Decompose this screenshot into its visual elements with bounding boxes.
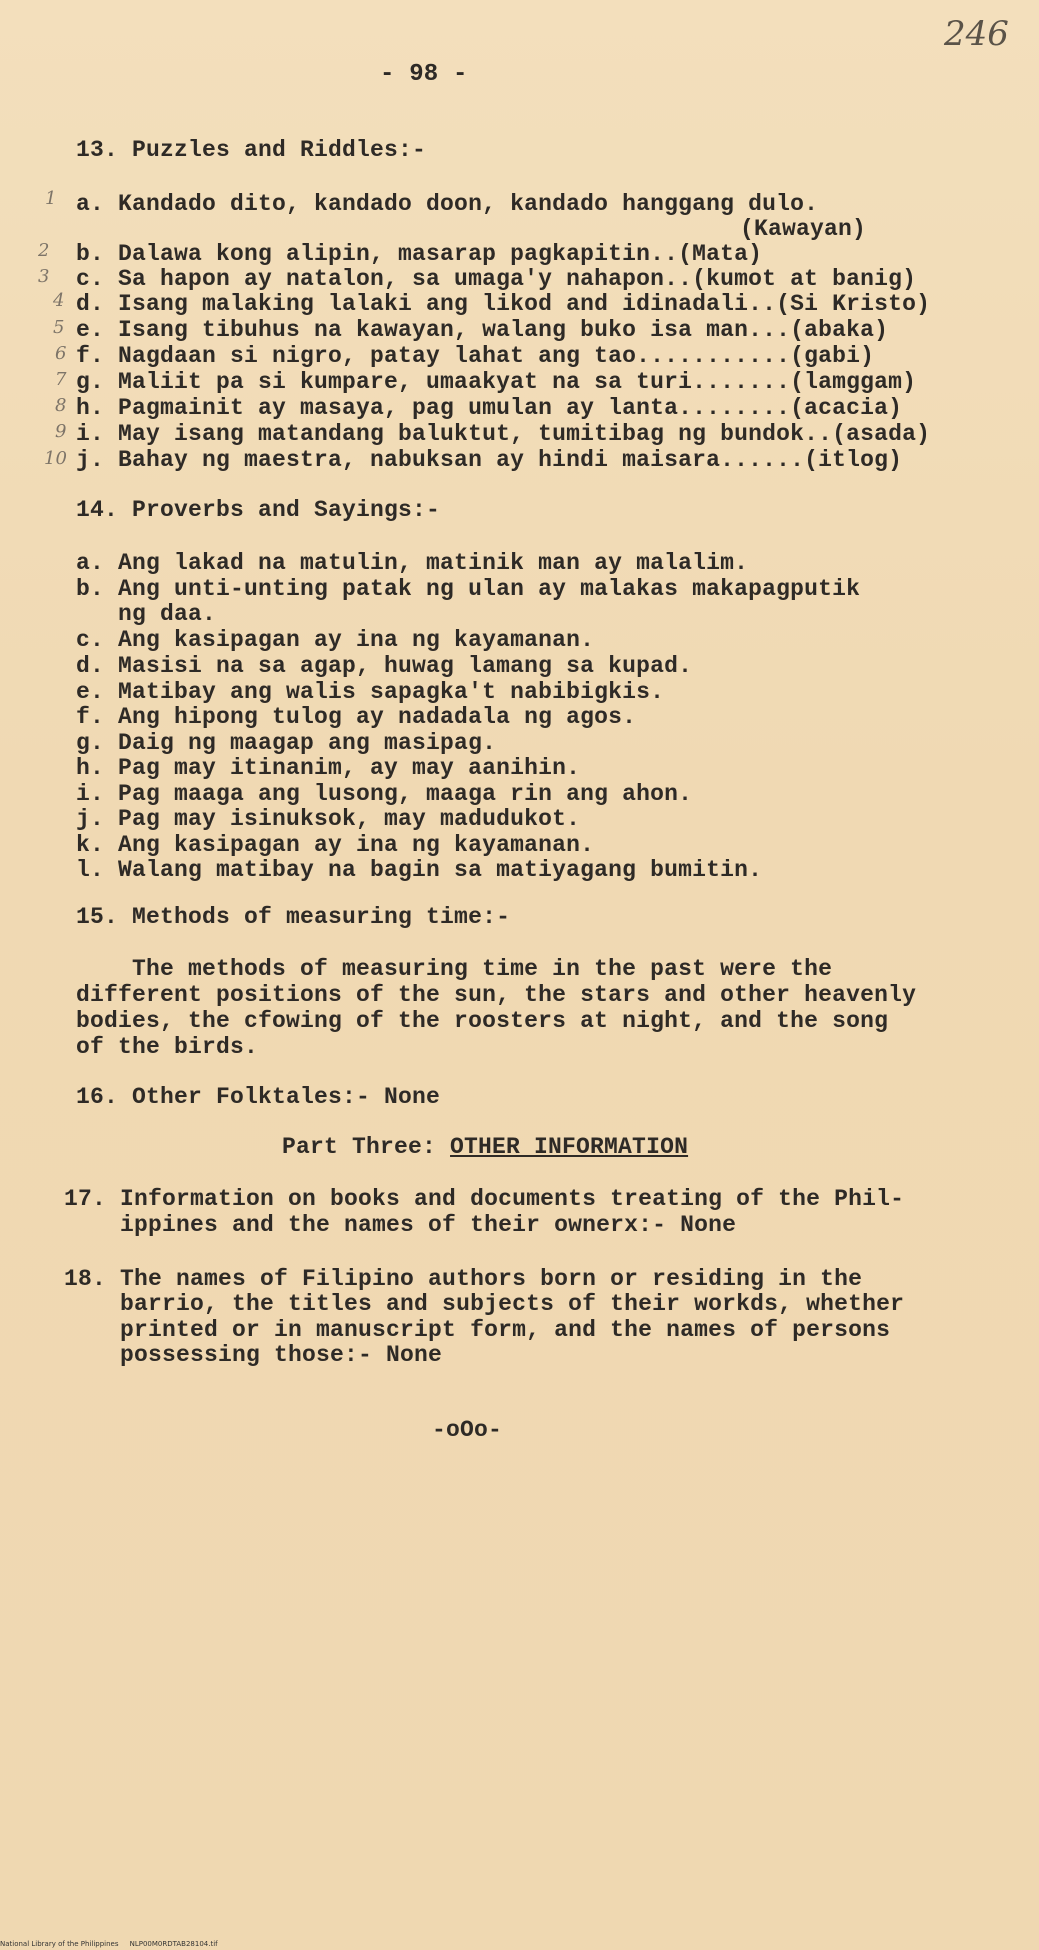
margin-mark-4: 4: [53, 290, 65, 311]
proverb-i: i. Pag maaga ang lusong, maaga rin ang ahon.: [76, 781, 693, 807]
riddle-b: b. Dalawa kong alipin, masarap pagkapitin..(Mata): [76, 241, 763, 267]
margin-mark-7: 7: [55, 369, 67, 390]
margin-mark-8: 8: [55, 395, 67, 416]
riddle-c: c. Sa hapon ay natalon, sa umaga'y nahapon..(kumot at banig): [76, 266, 917, 292]
section-15-para-line-1: The methods of measuring time in the past were the: [76, 956, 833, 982]
part-three-title: OTHER INFORMATION: [450, 1134, 689, 1160]
section-17-line-2: ippines and the names of their ownerx:- None: [64, 1212, 737, 1238]
riddle-g: g. Maliit pa si kumpare, umaakyat na sa turi.......(lamggam): [76, 369, 917, 395]
section-15-heading: 15. Methods of measuring time:-: [76, 904, 511, 930]
riddle-a-answer: (Kawayan): [740, 216, 867, 242]
riddle-d: d. Isang malaking lalaki ang likod and idinadali..(Si Kristo): [76, 291, 931, 317]
proverb-f: f. Ang hipong tulog ay nadadala ng agos.: [76, 704, 637, 730]
margin-mark-3: 3: [38, 266, 50, 287]
riddle-i: i. May isang matandang baluktut, tumitibag ng bundok..(asada): [76, 421, 931, 447]
margin-mark-2: 2: [38, 240, 50, 261]
section-18-line-2: barrio, the titles and subjects of their workds, whether: [64, 1291, 905, 1317]
handwritten-page-number: 246: [944, 14, 1009, 54]
section-15-para-line-4: of the birds.: [76, 1034, 259, 1060]
section-18-line-1: 18. The names of Filipino authors born or residing in the: [64, 1266, 863, 1292]
section-18-line-4: possessing those:- None: [64, 1342, 443, 1368]
section-17-line-1: 17. Information on books and documents treating of the Phil-: [64, 1186, 905, 1212]
proverb-k: k. Ang kasipagan ay ina ng kayamanan.: [76, 832, 595, 858]
riddle-h: h. Pagmainit ay masaya, pag umulan ay lanta........(acacia): [76, 395, 903, 421]
margin-mark-9: 9: [55, 421, 67, 442]
section-13-heading: 13. Puzzles and Riddles:-: [76, 137, 427, 163]
proverb-e: e. Matibay ang walis sapagka't nabibigkis.: [76, 679, 665, 705]
part-three-prefix: Part Three:: [282, 1134, 451, 1160]
section-15-para-line-3: bodies, the cfowing of the roosters at night, and the song: [76, 1008, 889, 1034]
proverb-a: a. Ang lakad na matulin, matinik man ay malalim.: [76, 550, 749, 576]
section-18-line-3: printed or in manuscript form, and the names of persons: [64, 1317, 891, 1343]
margin-mark-1: 1: [45, 188, 57, 209]
riddle-e: e. Isang tibuhus na kawayan, walang buko isa man...(abaka): [76, 317, 889, 343]
part-three-heading: [282, 1134, 688, 1160]
scan-footer-label: National Library of the Philippines NLP00M0RDTAB28104.tif: [0, 1940, 218, 1948]
proverb-h: h. Pag may itinanim, ay may aanihin.: [76, 755, 581, 781]
page-number: - 98 -: [380, 61, 468, 88]
section-14-heading: 14. Proverbs and Sayings:-: [76, 497, 441, 523]
proverb-d: d. Masisi na sa agap, huwag lamang sa kupad.: [76, 653, 693, 679]
margin-mark-6: 6: [55, 343, 67, 364]
proverb-l: l. Walang matibay na bagin sa matiyagang bumitin.: [76, 857, 763, 883]
margin-mark-10: 10: [44, 448, 67, 469]
proverb-g: g. Daig ng maagap ang masipag.: [76, 730, 497, 756]
margin-mark-5: 5: [53, 317, 65, 338]
riddle-j: j. Bahay ng maestra, nabuksan ay hindi maisara......(itlog): [76, 447, 903, 473]
section-16: 16. Other Folktales:- None: [76, 1084, 441, 1110]
proverb-b: b. Ang unti-unting patak ng ulan ay malakas makapagputik: [76, 576, 861, 602]
riddle-a: a. Kandado dito, kandado doon, kandado hanggang dulo.: [76, 191, 819, 217]
riddle-f: f. Nagdaan si nigro, patay lahat ang tao...........(gabi): [76, 343, 875, 369]
proverb-j: j. Pag may isinuksok, may madudukot.: [76, 806, 581, 832]
proverb-b-cont: ng daa.: [76, 601, 217, 627]
end-mark: -oOo-: [432, 1417, 503, 1443]
section-15-para-line-2: different positions of the sun, the stars and other heavenly: [76, 982, 917, 1008]
proverb-c: c. Ang kasipagan ay ina ng kayamanan.: [76, 627, 595, 653]
